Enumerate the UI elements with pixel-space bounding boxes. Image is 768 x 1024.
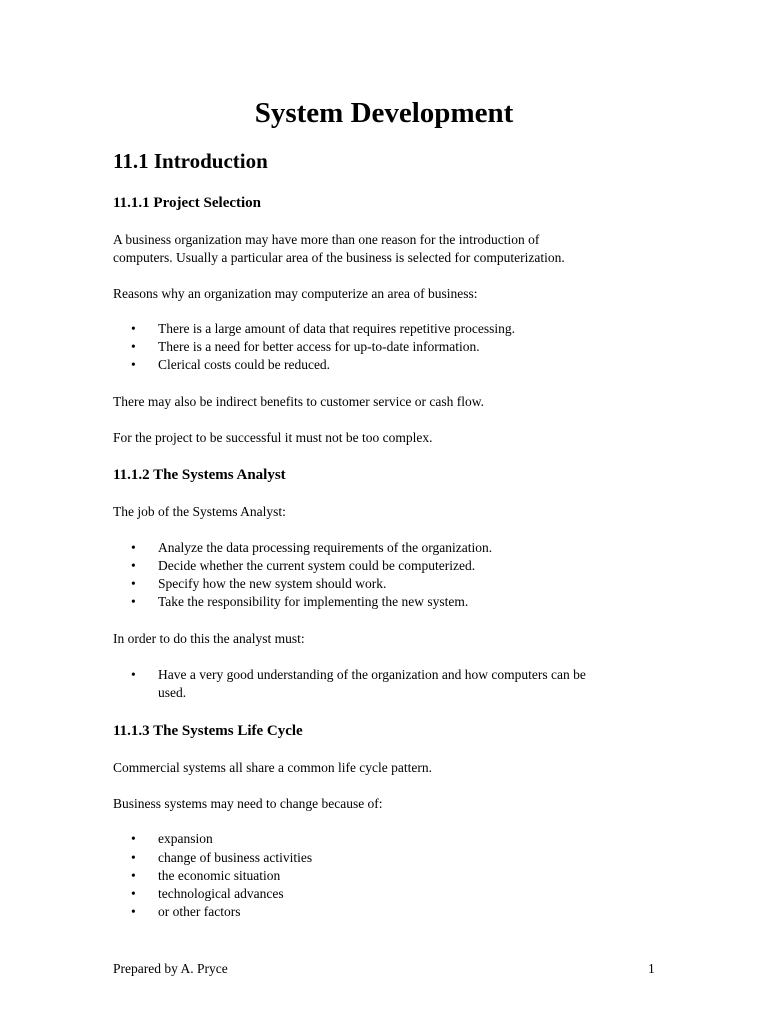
paragraph-line: A business organization may have more than one reason for the introduction of (113, 232, 540, 247)
list-item: change of business activities (158, 850, 313, 865)
reasons-intro: Reasons why an organization may computerize an area of business: (113, 286, 478, 301)
list-item: the economic situation (158, 868, 281, 883)
footer-author: Prepared by A. Pryce (113, 961, 228, 976)
bullet-icon: • (131, 339, 136, 354)
list-item: Decide whether the current system could be computerized. (158, 558, 476, 573)
bullet-icon: • (131, 886, 136, 901)
bullet-icon: • (131, 868, 136, 883)
paragraph-line: The job of the Systems Analyst: (113, 504, 286, 519)
list-item: Specify how the new system should work. (158, 576, 387, 591)
paragraph-line: Business systems may need to change because of: (113, 796, 383, 811)
list-item: There is a large amount of data that requires repetitive processing. (158, 321, 515, 336)
bullet-icon: • (131, 558, 136, 573)
subsection-heading-life-cycle: 11.1.3 The Systems Life Cycle (113, 723, 303, 739)
subsection-heading-systems-analyst: 11.1.2 The Systems Analyst (113, 467, 286, 483)
footer-page-number: 1 (648, 961, 655, 976)
bullet-icon: • (131, 357, 136, 372)
bullet-icon: • (131, 576, 136, 591)
list-item: technological advances (158, 886, 284, 901)
list-item: Have a very good understanding of the organization and how computers can be (158, 667, 586, 682)
bullet-icon: • (131, 850, 136, 865)
list-item: expansion (158, 831, 213, 846)
bullet-icon: • (131, 594, 136, 609)
list-item: Analyze the data processing requirements of the organization. (158, 540, 493, 555)
paragraph-line: In order to do this the analyst must: (113, 631, 305, 646)
subsection-heading-project-selection: 11.1.1 Project Selection (113, 195, 262, 211)
list-item: There is a need for better access for up-to-date information. (158, 339, 480, 354)
bullet-icon: • (131, 321, 136, 336)
list-item-continuation: used. (158, 685, 187, 700)
bullet-icon: • (131, 540, 136, 555)
list-item: or other factors (158, 904, 241, 919)
bullet-icon: • (131, 831, 136, 846)
document-title: System Development (254, 97, 514, 129)
paragraph-line: There may also be indirect benefits to customer service or cash flow. (113, 394, 484, 409)
list-item: Clerical costs could be reduced. (158, 357, 331, 372)
paragraph-line: computers. Usually a particular area of the business is selected for computerization. (113, 250, 565, 265)
section-heading-introduction: 11.1 Introduction (113, 149, 268, 173)
paragraph-line: For the project to be successful it must not be too complex. (113, 430, 433, 445)
paragraph-line: Commercial systems all share a common life cycle pattern. (113, 760, 433, 775)
bullet-icon: • (131, 904, 136, 919)
bullet-icon: • (131, 667, 136, 682)
list-item: Take the responsibility for implementing the new system. (158, 594, 469, 609)
